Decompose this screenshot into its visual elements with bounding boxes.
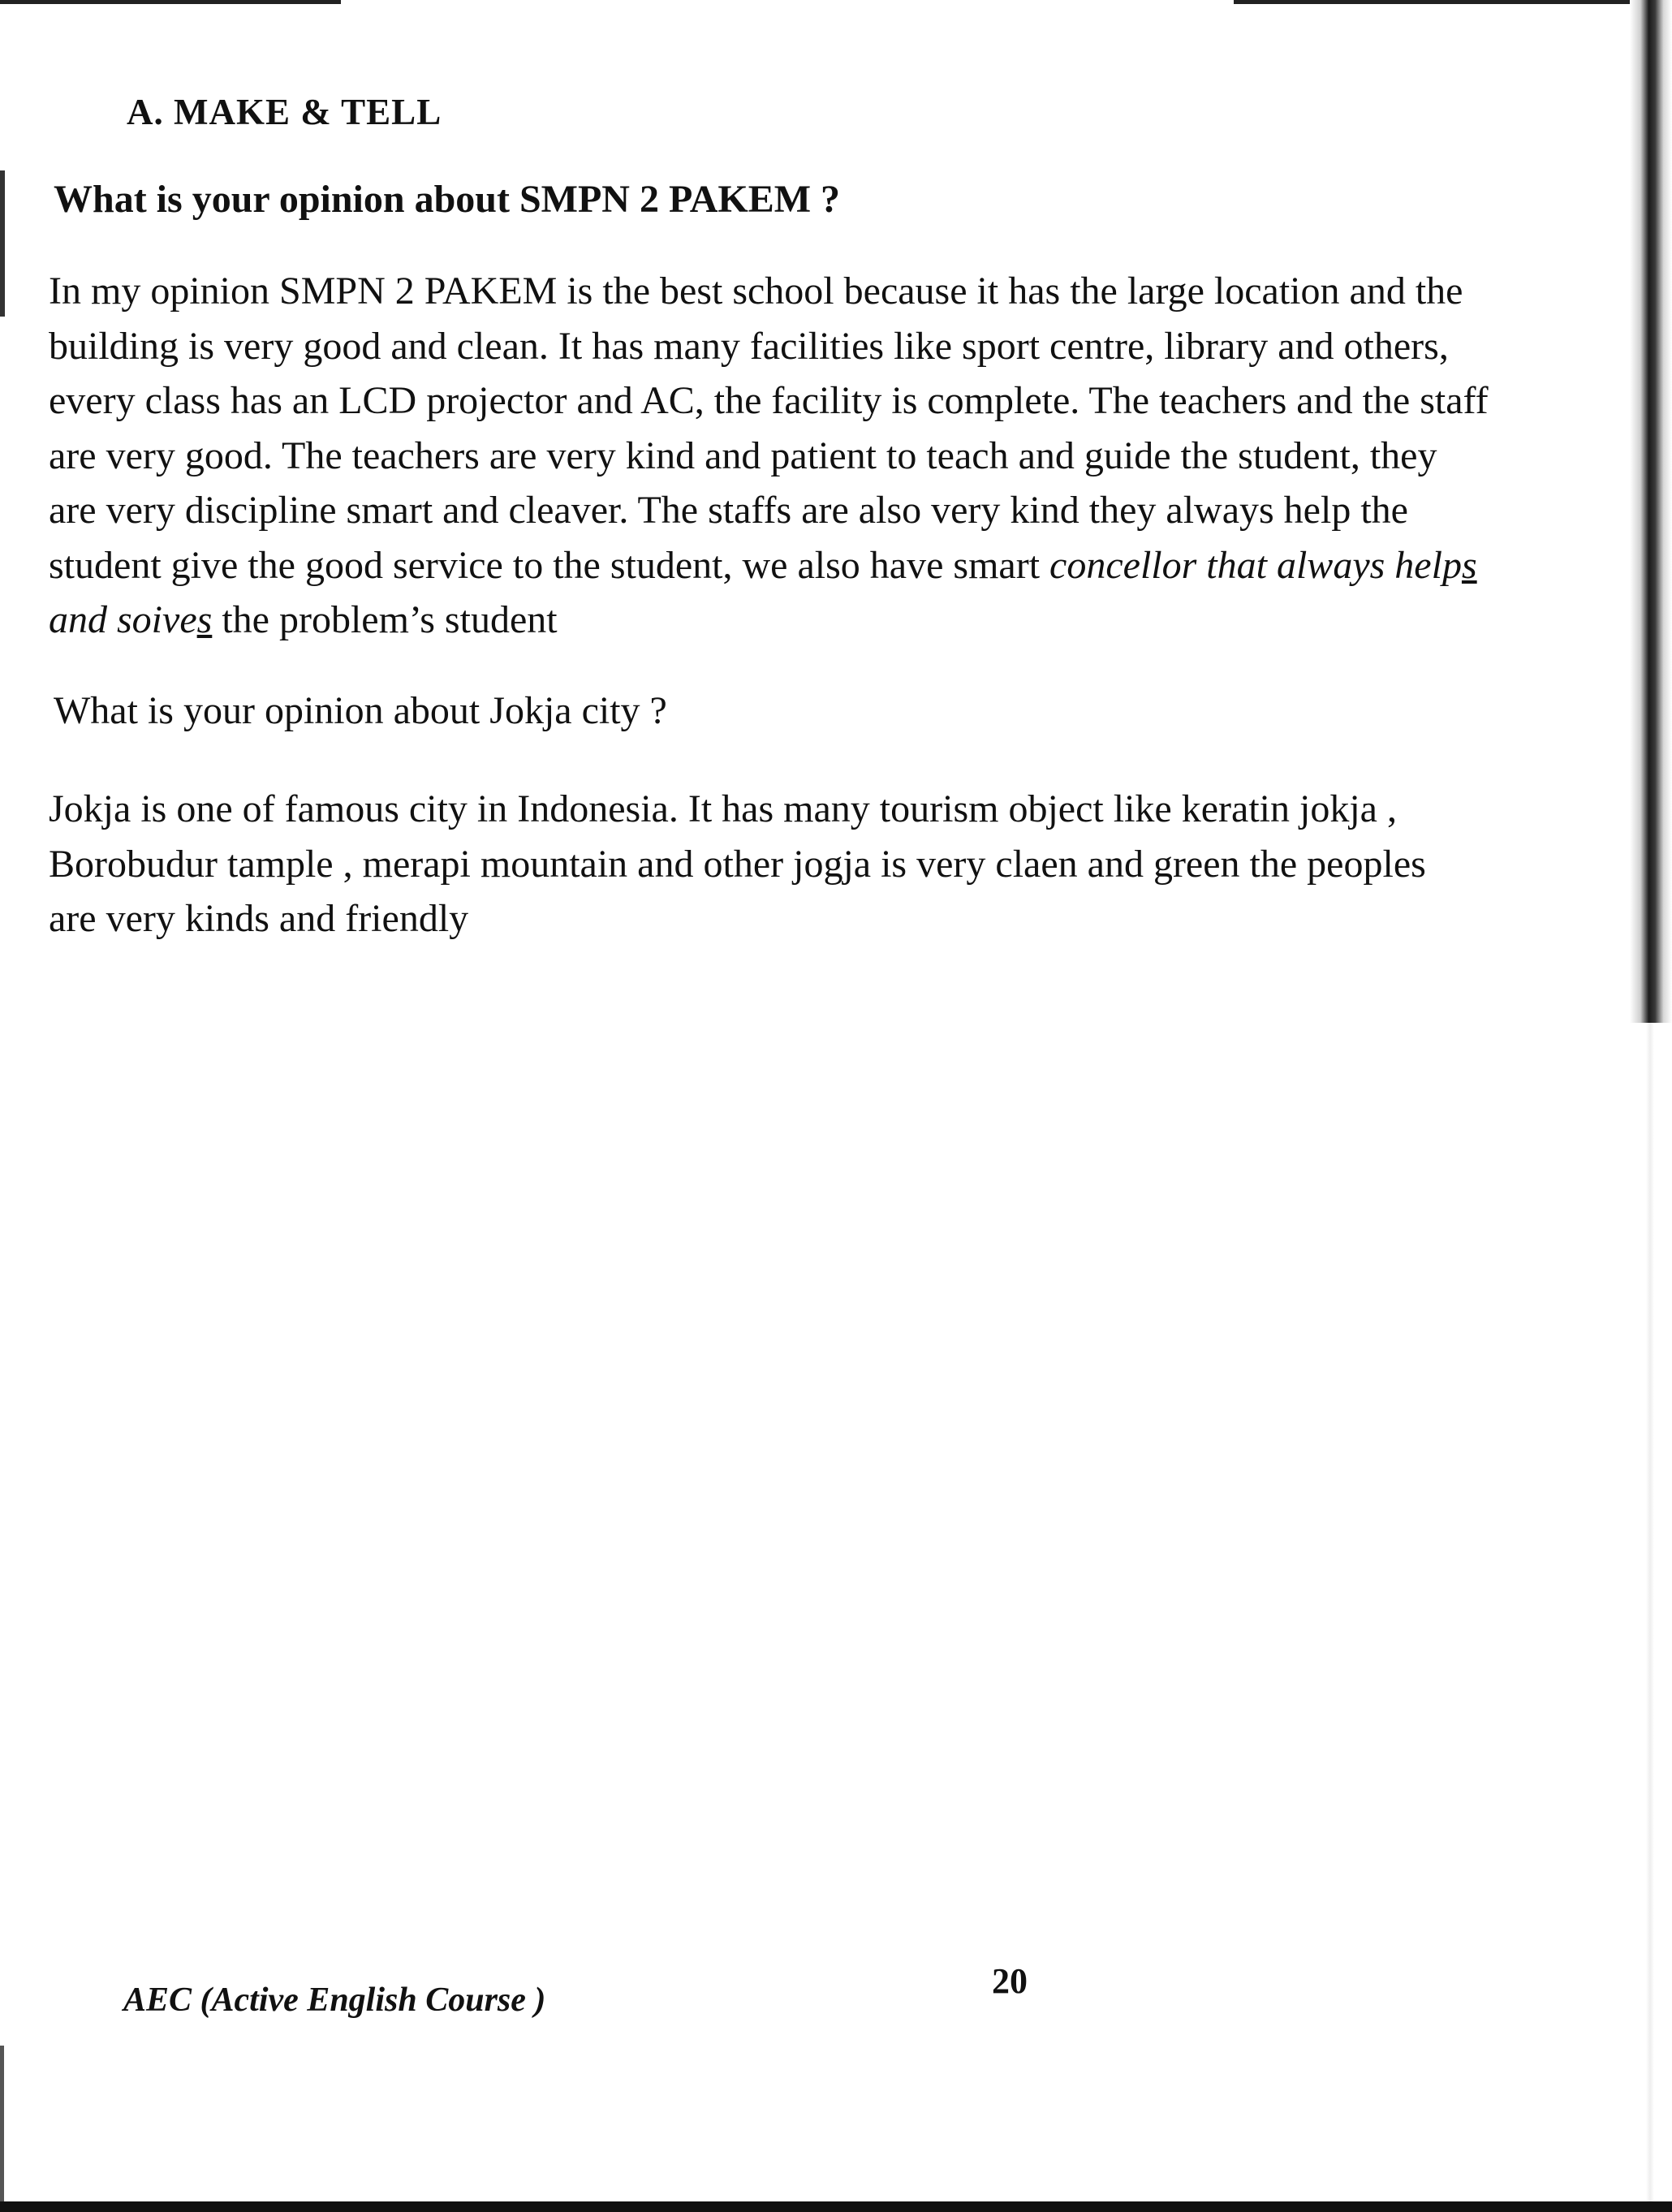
scan-edge-left <box>0 170 5 317</box>
answer-1-line-7-italic: and soive <box>49 598 197 641</box>
answer-1-line-1: In my opinion SMPN 2 PAKEM is the best school because it has the large location and the <box>49 269 1463 313</box>
answer-1-line-5: are very discipline smart and cleaver. The staffs are also very kind they always help the <box>49 489 1408 532</box>
answer-jokja-city <box>49 782 1648 946</box>
question-jokja-city: What is your opinion about Jokja city ? <box>54 689 667 732</box>
answer-2-line-1: Jokja is one of famous city in Indonesia. It has many tourism object like keratin jokja , <box>49 787 1397 830</box>
section-heading: A. MAKE & TELL <box>127 92 442 132</box>
answer-1-line-7-underlined: s <box>196 598 213 641</box>
scan-edge-left-bottom <box>0 2046 4 2212</box>
scan-edge-top-right <box>1234 0 1672 4</box>
answer-1-line-6-italic: concellor that always help <box>1049 543 1462 587</box>
book-binding-shadow-lower <box>1646 1023 1654 2212</box>
answer-1-line-7 <box>49 593 1648 648</box>
answer-1-line-3: every class has an LCD projector and AC, the facility is complete. The teachers and the staff <box>49 379 1489 422</box>
scan-edge-bottom <box>0 2201 1672 2212</box>
answer-1-line-6 <box>49 538 1648 593</box>
answer-2-line-3: are very kinds and friendly <box>49 897 469 940</box>
page-number: 20 <box>992 1961 1028 2001</box>
answer-1-line-2: building is very good and clean. It has many facilities like sport centre, library and others, <box>49 324 1449 368</box>
answer-1-line-4: are very good. The teachers are very kind and patient to teach and guide the student, they <box>49 433 1437 477</box>
footer-course-name: AEC (Active English Course ) <box>123 1981 546 2019</box>
scan-edge-top-left <box>0 0 341 4</box>
answer-smpn-2-pakem <box>49 264 1648 648</box>
answer-1-line-7-plain: the problem’s student <box>212 598 558 641</box>
answer-1-line-6-underlined: s <box>1461 543 1477 587</box>
question-smpn-2-pakem: What is your opinion about SMPN 2 PAKEM ? <box>54 178 841 221</box>
answer-1-line-6-plain: student give the good service to the student, we also have smart <box>49 543 1050 587</box>
answer-2-line-2: Borobudur tample , merapi mountain and other jogja is very claen and green the peoples <box>49 842 1426 886</box>
